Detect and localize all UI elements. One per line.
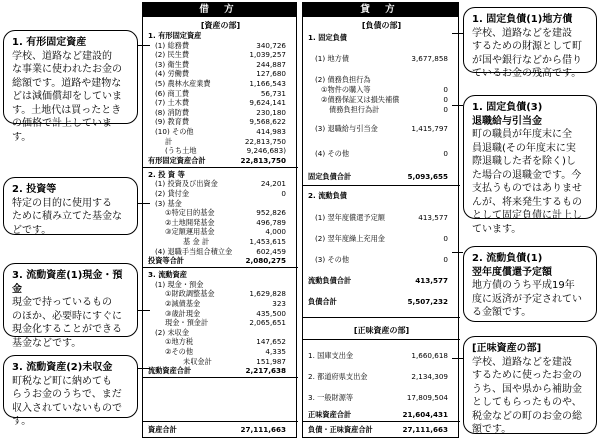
callout-body: 特定の目的に使用する ために積み立てた基金な どです。 — [12, 197, 122, 236]
rule-line — [303, 185, 460, 186]
row-label: (4) 退職手当組合積立金 — [155, 246, 233, 256]
group-heading: 1. 有形固定資産 — [148, 31, 202, 40]
row-label: ②減債基金 — [165, 299, 201, 308]
row-value: 1,166,543 — [249, 79, 286, 88]
grand-total-label: 負債・正味資産合計 — [308, 425, 373, 434]
row-label: (2) 貸付金 — [155, 189, 190, 198]
row-value: 24,201 — [260, 179, 286, 189]
row-label: ①特定目的基金 — [165, 208, 215, 218]
callout-title: 3. 流動資産(2)未収金 — [12, 362, 113, 373]
callout-title: 2. 流動負債(1) 翌年度償還予定額 — [472, 253, 552, 278]
credit-body — [303, 3, 458, 437]
callout-body: 町税など町に納めても らうお金のうちで、まだ 収入されていないもので す。 — [12, 375, 122, 427]
row-label: ③定額運用基金 — [165, 227, 215, 237]
grand-total-value: 27,111,663 — [402, 425, 448, 434]
row-label: (2) 債務負担行為 — [315, 75, 371, 84]
row-label: ③歳計現金 — [165, 308, 201, 318]
total-value: 21,604,431 — [402, 410, 448, 419]
rule-line — [303, 421, 460, 422]
row-label: (3) 退職給与引当金 — [315, 124, 378, 133]
row-value: 0 — [443, 234, 448, 243]
total-value: 22,813,750 — [240, 155, 286, 165]
leader-line — [138, 310, 150, 311]
row-label: (1) 翌年度償還予定額 — [315, 213, 385, 222]
row-value: 9,568,622 — [249, 117, 286, 127]
callout-body: 町の職員が年度末に全 員退職(その年度末に実 際退職した者を除く)し た場合の退職金です。今 支払うものではありませ んが、将来発生するもの として固定負債に計上し ています。 — [472, 129, 582, 235]
callout-title: 1. 固定負債(1)地方債 — [472, 14, 573, 25]
row-value: 9,624,141 — [249, 98, 286, 108]
row-value: 1,453,615 — [249, 237, 286, 246]
row-value: 323 — [272, 299, 286, 308]
row-value: 2,134,309 — [411, 372, 448, 381]
row-value: 56,731 — [260, 88, 286, 98]
row-label: (1) 現金・預金 — [155, 279, 204, 289]
leader-line — [452, 33, 463, 34]
row-value: 0 — [443, 255, 448, 264]
row-value: 147,652 — [256, 337, 286, 347]
row-label: (3) 基金 — [155, 198, 182, 208]
row-label: ①財政調整基金 — [165, 289, 215, 299]
row-value: 230,180 — [256, 107, 286, 117]
section-title: [資産の部] — [200, 21, 241, 30]
row-value: 0 — [443, 85, 448, 94]
row-label: (4) 労働費 — [155, 69, 190, 79]
rule-line — [143, 167, 298, 168]
debit-body — [143, 3, 296, 437]
row-value: 3,677,858 — [411, 54, 448, 63]
callout-body: 学校、道路などを建設 するための財源として町 が国や銀行などから借り ているお金の残高です。 — [472, 27, 582, 79]
callout-investments — [3, 177, 138, 235]
total-label: 流動負債合計 — [308, 276, 352, 285]
row-value: 17,809,504 — [406, 393, 448, 402]
callout-cash-deposits — [3, 263, 138, 349]
row-value: 244,887 — [256, 59, 286, 69]
rule-line — [303, 317, 460, 318]
rule-line — [143, 267, 298, 268]
row-label: 債務負担行為計 — [329, 105, 380, 114]
rule-line — [143, 421, 298, 422]
section-title: [負債の部] — [361, 21, 402, 30]
total-label: 固定負債合計 — [308, 172, 352, 181]
row-label: (10) その他 — [155, 127, 194, 136]
row-label: (7) 土木費 — [155, 98, 190, 108]
callout-retirement-reserve — [463, 95, 597, 235]
row-label: ①地方税 — [165, 337, 194, 347]
total-label: 正味資産合計 — [308, 410, 352, 419]
row-label: 現金・預金計 — [165, 318, 209, 328]
row-value: 151,987 — [256, 356, 286, 366]
row-value: 4,000 — [265, 227, 286, 237]
callout-body: 地方債のうち平成19年 度に返済が予定されてい る金額です。 — [472, 280, 582, 318]
rule-line — [143, 377, 298, 378]
total-value: 2,080,275 — [245, 256, 286, 266]
leader-line — [452, 252, 463, 253]
row-label: 1. 国庫支出金 — [308, 351, 354, 360]
total-value: 413,577 — [415, 276, 448, 285]
callout-receivables — [3, 355, 138, 427]
total-label: 流動資産合計 — [148, 366, 192, 376]
row-label: 未収金計 — [183, 356, 212, 366]
row-label: 2. 都道府県支出金 — [308, 372, 368, 381]
row-value: 0 — [281, 189, 286, 198]
grand-total-value: 27,111,663 — [240, 425, 286, 434]
row-value: 1,629,828 — [249, 289, 286, 299]
row-value: 0 — [443, 149, 448, 158]
row-value: 496,789 — [256, 217, 286, 227]
credit-header: 貸 方 — [303, 3, 458, 17]
row-label: (9) 教育費 — [155, 117, 190, 127]
debit-header: 借 方 — [143, 3, 296, 17]
row-value: 414,983 — [256, 127, 286, 136]
callout-title: 1. 固定負債(3) 退職給与引当金 — [472, 102, 543, 127]
callout-body: 学校、道路など建設的 な事業に使われたお金の 総額です。道路や建物な どは減価償却をしていま す。土地代は買ったとき の価格で計上しています。 — [12, 50, 122, 143]
section-title: [正味資産の部] — [353, 326, 410, 335]
row-label: (2) 民生費 — [155, 50, 190, 60]
row-value: 127,680 — [256, 69, 286, 79]
row-label: 計 — [165, 136, 173, 146]
total-value: 5,093,655 — [407, 172, 448, 181]
total-label: 有形固定資産合計 — [148, 155, 206, 165]
row-value: 413,577 — [418, 213, 448, 222]
row-label: ②土地開発基金 — [165, 217, 215, 227]
leader-line — [138, 368, 150, 369]
row-value: 435,500 — [256, 308, 286, 318]
debit-panel — [142, 2, 297, 438]
row-value: 22,813,750 — [244, 136, 286, 146]
leader-line — [452, 105, 463, 106]
callout-title: 1. 有形固定資産 — [12, 37, 87, 48]
leader-line — [452, 358, 463, 359]
callout-net-assets — [463, 336, 597, 434]
row-label: ②その他 — [165, 347, 194, 356]
row-label: (2) 翌年度繰上充用金 — [315, 234, 385, 243]
row-label: (1) 総務費 — [155, 40, 190, 50]
grand-total-label: 資産合計 — [148, 425, 177, 434]
row-label: (うち土地 — [165, 146, 197, 156]
row-value: 1,660,618 — [411, 351, 448, 360]
callout-body: 学校、道路などを建設 するために使ったお金の うち、国や県から補助金 としてもらったものや、 税金などの町のお金の総 額です。 — [472, 356, 582, 435]
row-value: 340,726 — [256, 40, 286, 50]
row-label: (3) その他 — [315, 255, 350, 264]
callout-fixed-assets — [3, 30, 138, 143]
row-value: 952,826 — [256, 208, 286, 218]
total-value: 2,217,638 — [245, 366, 286, 376]
callout-local-bonds — [463, 7, 597, 79]
group-heading: 2. 投 資 等 — [148, 169, 185, 179]
callout-title: [正味資産の部] — [472, 343, 542, 354]
row-value: 4,335 — [265, 347, 286, 356]
row-label: ②債務保証又は損失補償 — [321, 95, 400, 104]
credit-panel — [302, 2, 459, 438]
row-label: 3. 一般財源等 — [308, 393, 354, 402]
total-label: 負債合計 — [308, 297, 337, 306]
row-value: 602,459 — [256, 246, 286, 256]
row-label: (1) 投資及び出資金 — [155, 179, 218, 189]
row-value: 1,415,797 — [411, 124, 448, 133]
rule-line — [303, 339, 460, 340]
row-label: (6) 商工費 — [155, 88, 190, 98]
row-value: 2,065,651 — [249, 318, 286, 328]
row-label: 基 金 計 — [183, 237, 210, 246]
row-label: ①物件の購入等 — [321, 85, 371, 94]
row-label: (1) 地方債 — [315, 54, 350, 63]
group-heading: 1. 固定負債 — [308, 33, 347, 42]
leader-line — [138, 45, 150, 46]
row-value: 9,246,683) — [246, 146, 286, 156]
callout-title: 3. 流動資産(1)現金・預金 — [12, 270, 123, 295]
row-value: 1,039,257 — [249, 50, 286, 60]
row-label: (5) 農林水産業費 — [155, 79, 211, 88]
row-label: (2) 未収金 — [155, 327, 190, 337]
row-label: (8) 消防費 — [155, 107, 190, 117]
group-heading: 3. 流動資産 — [148, 270, 187, 280]
row-value: 0 — [443, 95, 448, 104]
callout-title: 2. 投資等 — [12, 184, 57, 195]
total-label: 投資等合計 — [148, 256, 184, 266]
leader-line — [138, 203, 150, 204]
row-label: (4) その他 — [315, 149, 350, 158]
row-label: (3) 衛生費 — [155, 59, 190, 69]
row-value: 0 — [443, 105, 448, 114]
total-value: 5,507,232 — [407, 297, 448, 306]
group-heading: 2. 流動負債 — [308, 191, 347, 200]
callout-current-liabilities — [463, 246, 597, 322]
callout-body: 現金で持っているもの のほか、必要時にすぐに 現金化することができる 基金などです。 — [12, 297, 122, 349]
